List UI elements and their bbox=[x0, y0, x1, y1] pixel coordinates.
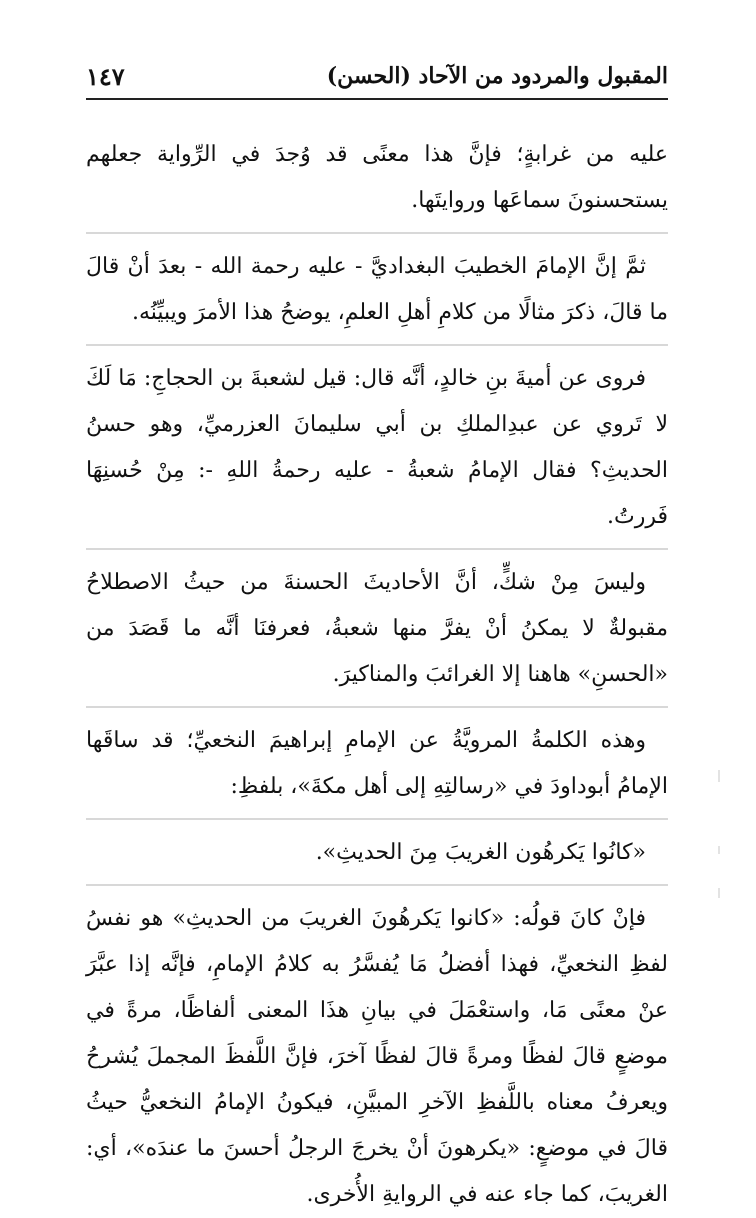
paragraph-divider bbox=[86, 706, 668, 708]
paragraph-2: ثمَّ إنَّ الإمامَ الخطيبَ البغداديَّ - عليه رحمة الله - بعدَ أنْ قالَ ما قالَ، ذكرَ مثالًا من كلامِ أهلِ العلمِ، يوضحُ هذا الأمرَ ويبيِّنُه. bbox=[86, 254, 668, 325]
paragraph-1: عليه من غرابةٍ؛ فإنَّ هذا معنًى قد وُجدَ في الرِّواية جعلهم يستحسنونَ سماعَها وروايتَها. bbox=[86, 142, 668, 213]
scan-mark bbox=[718, 770, 720, 782]
page-content bbox=[86, 132, 668, 1207]
page-number: ١٤٧ bbox=[86, 61, 125, 91]
page-header bbox=[86, 54, 668, 100]
paragraph-4: وليسَ مِنْ شكٍّ، أنَّ الأحاديثَ الحسنةَ من حيثُ الاصطلاحُ مقبولةٌ لا يمكنُ أنْ يفرَّ منها شعبةُ، فعرفنَا أنَّه ما قَصَدَ من «الحسنِ» هاهنا إلا الغرائبَ والمناكيرَ. bbox=[86, 570, 668, 687]
paragraph-divider bbox=[86, 344, 668, 346]
paragraph-7: فإنْ كانَ قولُه: «كانوا يَكرهُونَ الغريبَ من الحديثِ» هو نفسُ لفظِ النخعيِّ، فهذا أفضلُ مَا يُفسَّرُ به كلامُ الإمامِ، فإنَّه إذا عبَّرَ عنْ معنًى مَا، واستعْمَلَ في بيانِ هذَا المعنى ألفاظًا، مرةً في موضعٍ قالَ لفظًا ومرةً قالَ لفظًا آخرَ، فإنَّ اللَّفظَ المجملَ يُشرحُ ويعرفُ معناه باللَّفظِ الآخرِ المبيَّنِ، فيكونُ الإمامُ النخعيُّ حيثُ قالَ في موضعٍ: «يكرهونَ أنْ يخرجَ الرجلُ أحسنَ ما عندَه»، أي: الغريبَ، كما جاء عنه في الروايةِ الأُخرى. bbox=[86, 906, 668, 1207]
paragraph-divider bbox=[86, 232, 668, 234]
paragraph-5: وهذه الكلمةُ المرويَّةُ عن الإمامِ إبراهيمَ النخعيِّ؛ قد ساقَها الإمامُ أبوداودَ في «رسالتِهِ إلى أهل مكةَ»، بلفظِ: bbox=[86, 728, 668, 799]
paragraph-divider bbox=[86, 884, 668, 886]
scan-mark bbox=[718, 846, 720, 854]
paragraph-6: «كانُوا يَكرهُون الغريبَ مِنَ الحديثِ». bbox=[315, 840, 646, 865]
paragraph-divider bbox=[86, 818, 668, 820]
scan-mark bbox=[718, 888, 720, 898]
running-title: المقبول والمردود من الآحاد (الحسن) bbox=[326, 63, 668, 89]
paragraph-divider bbox=[86, 548, 668, 550]
paragraph-3: فروى عن أميةَ بنِ خالدٍ، أنَّه قال: قيل لشعبةَ بن الحجاجِ: مَا لَكَ لا تَروي عن عبدِالملكِ بن أبي سليمانَ العزرميِّ، وهو حسنُ الحديثِ؟ فقال الإمامُ شعبةُ - عليه رحمةُ اللهِ -: مِنْ حُسنِهَا فَررتُ. bbox=[86, 366, 668, 529]
